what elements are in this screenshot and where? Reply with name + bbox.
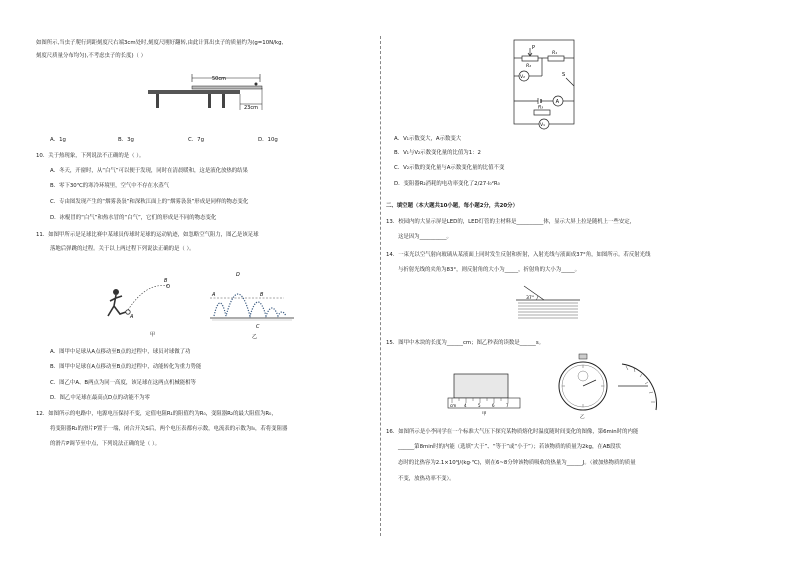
ruler-unit: cm — [450, 403, 457, 408]
ruler-tick-7: 7 — [506, 403, 509, 408]
label-s: S — [562, 72, 566, 78]
label-r3: R₃ — [538, 105, 544, 111]
dim-23cm: 23cm — [244, 105, 258, 111]
label-v2: V₂ — [520, 75, 525, 80]
q-intro-opt-b: B．3g — [118, 137, 134, 143]
intro-line-2: 刻度尺质量分布均匀),不考虑虫子的长度)（ ） — [36, 53, 147, 59]
q12-stem-3: 的滑片P调节至中点，下列说法正确的是（ ）。 — [50, 441, 161, 447]
ruler-table-figure — [140, 70, 280, 128]
section-2-heading: 二、填空题（本大题共10小题，每小题2分，共20分） — [386, 203, 518, 209]
q-intro-opt-a: A．1g — [50, 137, 66, 143]
q12-opt-c: C．V₂示数的变化量与A示数变化量的比值不变 — [394, 165, 505, 171]
q10-opt-d: D．冰棍冒的“白气”和热水冒的“白气”，它们的形成是不同的物态变化 — [50, 215, 217, 221]
label-p: P — [532, 45, 536, 51]
q12-opt-d: D．变阻器R₂消耗的电功率变化了2/27·I₀²R₀ — [394, 181, 500, 187]
q13-line-1: 13．校园内的大显示屏是LED的，LED灯管的主材料是__________体，显示大屏上拉是随机上一些安定， — [386, 219, 635, 225]
q14-line-2: 与折射光线的夹角为83°，则反射角的大小为_____，折射角的大小为_____。 — [398, 267, 581, 273]
label-b-left: B — [164, 278, 168, 284]
label-v1: V₁ — [540, 123, 545, 128]
q11-stem-2: 落地后弹跳的过程。关于以上两过程下列说法正确的是（ ）。 — [50, 246, 195, 252]
q16-line-2: ______第8min时的内能（选填“大于”、“等于”或“小于”）；若该物质的质量为2kg，在AB段状 — [398, 444, 621, 450]
label-r1: R₁ — [552, 51, 558, 56]
bouncing-ball-figure — [204, 264, 300, 342]
label-r2: R₂ — [526, 64, 532, 69]
q-intro-opt-c: C．7g — [188, 137, 205, 143]
q11-stem-1: 11．如图甲所示是足球比赛中某球员传球时足球的运动轨迹，如忽略空气阻力，图乙是该足球 — [36, 232, 259, 238]
q13-line-2: 这是因为__________。 — [398, 234, 452, 240]
q14-line-1: 14．一束光以空气射向玻璃从某液面上同时发生反射和折射，入射光线与液面成37°角，如图所示。若反射光线 — [386, 252, 651, 258]
label-a-ammeter: A — [555, 99, 560, 105]
q10-opt-c: C．专由图发现产生的“烟雾袅袅”和深秋江面上的“烟雾袅袅”形成是同样的物态变化 — [50, 199, 249, 205]
q10-opt-a: A．冬天，开窗时，从“白气”可以便于发现，同时在清晨暖和，这是液化放热的结果 — [50, 168, 248, 174]
label-a-left: A — [130, 314, 134, 320]
q11-opt-b: B．图甲中足球在A点移动至B点的过程中，动能转化为重力势能 — [50, 364, 202, 370]
q11-opt-a: A．图甲中足球从A点移动至B点的过程中，球员对球做了功 — [50, 349, 191, 355]
stopwatch-figure — [556, 352, 610, 420]
q10-opt-b: B．零下30℃的寒冷环境里，空气中不存在水蒸气 — [50, 183, 170, 189]
q-intro-opt-d: D．10g — [258, 137, 278, 143]
label-b-right: B — [260, 292, 264, 298]
gauge-figure — [616, 360, 662, 414]
caption-jia: 甲 — [150, 332, 156, 338]
dim-50cm: 50cm — [212, 76, 226, 82]
q12-stem-2: 将变阻器R₂的滑片P置于一端，闭合开关S后，两个电压表都有示数，电流表的示数为I₀，若将变阻器 — [50, 426, 288, 432]
q10-stem: 10．关于热现象，下列说法不正确的是（ ）。 — [36, 153, 145, 159]
caption-yi-left: 乙 — [252, 334, 258, 340]
ruler-tick-6: 6 — [492, 403, 495, 408]
q16-line-4: 不变，放热功率不变）。 — [398, 476, 455, 482]
wood-block-ruler-figure — [446, 370, 522, 416]
angle-37: 37° — [526, 296, 535, 301]
ruler-tick-4: 4 — [464, 403, 467, 408]
ruler-tick-5: 5 — [478, 403, 481, 408]
intro-line-1: 如图所示,当虫子爬行到距刻度尺右端3cm处时,刻度尺刚好翻转,由此计算出虫子的质量约为(g=10N/kg, — [36, 40, 284, 46]
column-divider — [380, 36, 381, 536]
q16-line-3: 态时的比热容为2.1×10³J/(kg·℃)，则在6~8分钟该物质吸收的热量为______J。（被加热物质的质量 — [398, 460, 636, 466]
circuit-figure — [500, 36, 590, 132]
q11-opt-d: D．图乙中足球在最高点D点的动能不为零 — [50, 395, 150, 401]
label-d: D — [236, 272, 240, 278]
label-c: C — [256, 324, 260, 330]
q16-line-1: 16．如图所示是小李同学在一个标准大气压下探究某物质熔化时温度随时间变化的图像，第6min时的内能 — [386, 429, 639, 435]
q12-opt-b: B．V₁与V₂示数变化量的比值为1：2 — [394, 150, 481, 156]
refraction-figure — [514, 282, 584, 322]
q15-stem: 15．图甲中木块的长度为______cm；图乙秒表的读数是______s。 — [386, 340, 545, 346]
q12-stem-1: 12．如图所示的电路中，电源电压保持不变，定值电阻R₁的阻值约为R₀，变阻器R₂的最大阻值为R₀， — [36, 411, 277, 417]
q12-opt-a: A．V₁示数变大，A示数变大 — [394, 136, 462, 142]
q11-opt-c: C．图乙中A、B两点为同一高度，该足球在这两点机械能相等 — [50, 380, 196, 386]
soccer-kick-figure — [98, 268, 188, 340]
caption-yi-watch: 乙 — [580, 415, 585, 420]
caption-jia-ruler: 甲 — [482, 412, 487, 416]
label-a-right: A — [212, 292, 216, 298]
